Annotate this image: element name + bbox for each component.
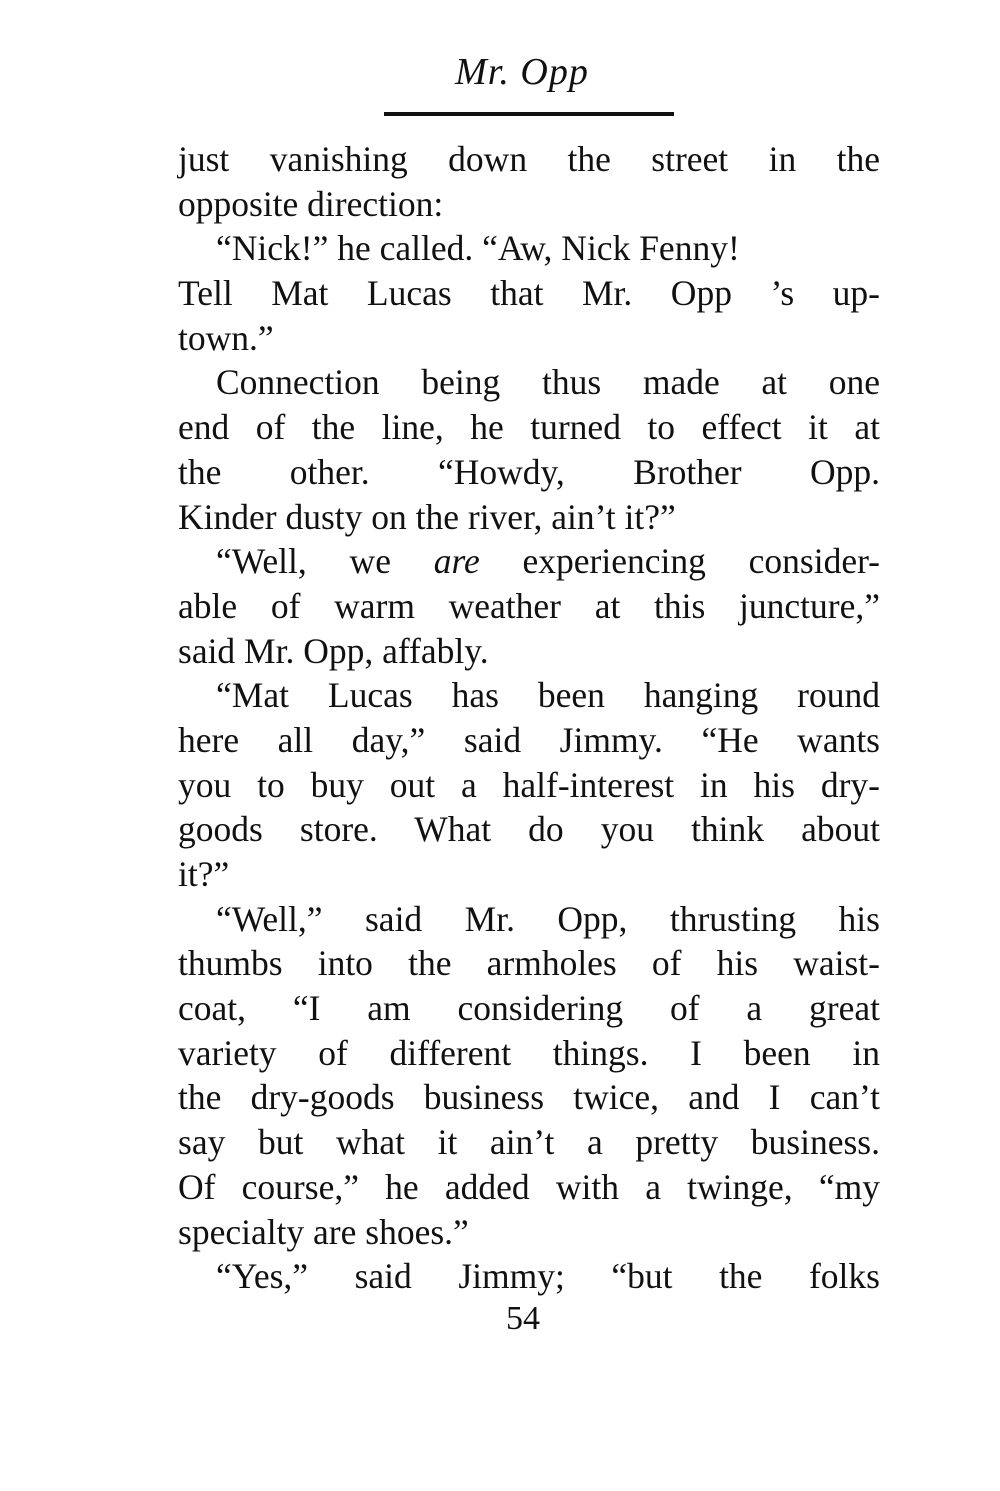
- running-header: [0, 50, 1000, 94]
- text-line: thumbs into the armholes of his waist-: [178, 943, 880, 984]
- text-line: “Yes,” said Jimmy; “but the folks: [216, 1256, 880, 1297]
- text-line: just vanishing down the street in the: [178, 139, 880, 179]
- text-line: Connection being thus made at one: [216, 362, 880, 403]
- text-fragment: experiencing consider-: [522, 541, 881, 582]
- text-line: the dry-goods business twice, and I can’t: [178, 1077, 880, 1118]
- text-line: it?”: [178, 854, 230, 894]
- text-line: goods store. What do you think about: [178, 809, 880, 850]
- text-line: Of course,” he added with a twinge, “my: [178, 1166, 880, 1207]
- text-line: variety of different things. I been in: [178, 1032, 880, 1073]
- text-fragment: “Well, we: [216, 541, 391, 582]
- header-rule: [384, 112, 674, 116]
- emphasis-word: are: [433, 541, 480, 582]
- text-line: coat, “I am considering of a great: [178, 988, 880, 1029]
- page-number: 54: [506, 1300, 540, 1337]
- text-line: [178, 539, 880, 584]
- text-line: “Well,” said Mr. Opp, thrusting his: [216, 898, 880, 939]
- text-line: specialty are shoes.”: [178, 1211, 469, 1252]
- text-line: “Mat Lucas has been hanging round: [216, 675, 880, 716]
- text-line: town.”: [178, 317, 274, 358]
- text-line: end of the line, he turned to effect it at: [178, 407, 880, 448]
- text-line: opposite direction:: [178, 183, 444, 224]
- text-line: here all day,” said Jimmy. “He wants: [178, 719, 880, 760]
- text-line: the other. “Howdy, Brother Opp.: [178, 451, 880, 492]
- text-line: Kinder dusty on the river, ain’t it?”: [178, 496, 676, 537]
- text-line: Tell Mat Lucas that Mr. Opp ’s up-: [178, 273, 880, 314]
- text-line: able of warm weather at this juncture,”: [178, 585, 880, 626]
- running-header-title: Mr. Opp: [455, 51, 589, 93]
- text-line: said Mr. Opp, affably.: [178, 630, 489, 671]
- text-line: say but what it ain’t a pretty business.: [178, 1122, 880, 1163]
- text-line: “Nick!” he called. “Aw, Nick Fenny!: [216, 228, 740, 269]
- body-text: [178, 137, 880, 1299]
- text-line: you to buy out a half-interest in his dry-: [178, 764, 880, 805]
